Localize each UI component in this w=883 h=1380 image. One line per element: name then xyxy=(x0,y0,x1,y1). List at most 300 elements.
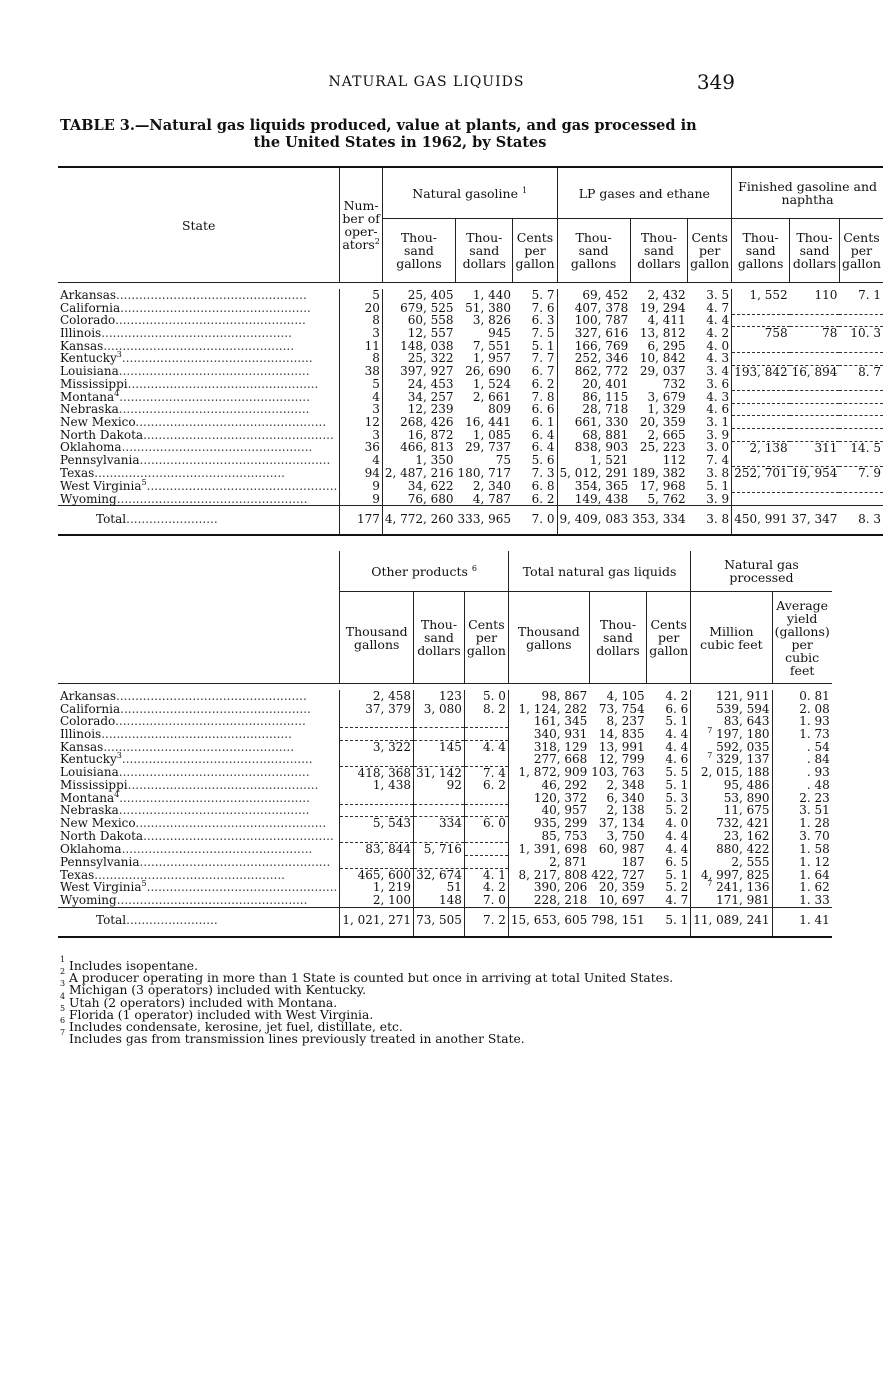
cell-value: 6, 340 xyxy=(606,790,645,805)
leader-dots: .................................................. xyxy=(101,726,292,741)
cell-fg_gal xyxy=(732,352,790,365)
subcol-header: Thou- sand gallons xyxy=(382,219,455,283)
cell-op_dol xyxy=(414,856,465,869)
cell-ng_dol: 3, 826 xyxy=(472,313,511,328)
cell-lp_c: 4. 2 xyxy=(706,326,730,341)
cell-value: 83, 643 xyxy=(723,714,770,729)
cell-value: 7. 4 xyxy=(483,765,506,780)
state-name: West Virginia xyxy=(60,880,142,895)
cell-value: 8, 217, 808 xyxy=(518,867,588,882)
cell-value: 0. 81 xyxy=(799,689,830,703)
cell-value: 3. 51 xyxy=(799,803,830,818)
cell-ng_cf xyxy=(691,753,772,766)
state-name: Kentucky xyxy=(60,752,117,767)
footnote xyxy=(60,1028,673,1047)
total-cell xyxy=(58,907,340,937)
cell-lp_gal: 149, 438 xyxy=(557,493,630,506)
cell-lp_gal: 661, 330 xyxy=(557,416,630,429)
total-fg_gal: 450, 991 xyxy=(732,506,790,536)
cell-value: . 48 xyxy=(806,778,830,793)
cell-value: 1, 872, 909 xyxy=(518,765,588,780)
cell-value: 4. 0 xyxy=(665,816,689,831)
cell-t_dol xyxy=(589,804,646,817)
cell-lp_c: 4. 0 xyxy=(706,338,730,353)
cell-lp_dol: 13, 812 xyxy=(639,326,686,341)
cell-value: 7. 0 xyxy=(483,893,506,907)
cell-lp_c: 4. 3 xyxy=(706,351,730,366)
cell-value: 1. 62 xyxy=(799,880,830,895)
cell-value: 11, 675 xyxy=(723,803,770,818)
state-cell xyxy=(58,894,340,907)
table-row xyxy=(58,493,883,506)
cell-op_dol xyxy=(414,843,465,856)
state-name: Mississippi xyxy=(60,778,128,793)
cell-lp_c: 3. 0 xyxy=(706,440,730,455)
cell-lp_gal: 862, 772 xyxy=(557,365,630,378)
cell-value: 241, 136 xyxy=(716,880,770,895)
cell-fg_gal xyxy=(732,416,790,429)
cell-t_dol xyxy=(589,753,646,766)
total-lp_dol: 353, 334 xyxy=(630,506,687,536)
cell-ng_cf xyxy=(691,894,772,907)
state-name: Montana xyxy=(60,790,115,805)
cell-value: 318, 129 xyxy=(533,739,588,754)
cell-ng_dol: 809 xyxy=(488,402,511,417)
cell-lp_gal: 354, 365 xyxy=(557,480,630,493)
state-footnote-ref: 5 xyxy=(141,477,147,487)
cell-ng_gal: 24, 453 xyxy=(382,378,455,391)
cell-op_dol xyxy=(414,894,465,907)
cell-op_dol xyxy=(414,830,465,843)
table-row xyxy=(58,804,832,817)
leader-dots: .................................................. xyxy=(116,689,307,703)
table-row xyxy=(58,856,832,869)
state-name: Texas xyxy=(60,466,95,481)
table-row xyxy=(58,728,832,741)
cell-ng_gal: 397, 927 xyxy=(382,365,455,378)
table-caption xyxy=(60,117,740,151)
cell-lp_dol: 732 xyxy=(662,377,686,392)
cell-value: 4. 4 xyxy=(483,739,506,754)
cell-ng_gal: 12, 239 xyxy=(382,403,455,416)
leader-dots: .................................................. xyxy=(146,478,338,493)
cell-ops: 8 xyxy=(340,314,382,327)
cell-value: 2, 015, 188 xyxy=(700,765,770,780)
cell-value: 2, 348 xyxy=(606,778,645,793)
cell-fg_dol: 16, 894 xyxy=(791,364,838,379)
cell-op_dol xyxy=(414,728,465,741)
cell-lp_dol: 2, 432 xyxy=(647,288,686,302)
finished-gasoline-header: Finished gasoline and naphtha xyxy=(732,167,883,219)
cell-fg_dol xyxy=(790,391,840,404)
cell-lp_gal: 1, 521 xyxy=(557,454,630,467)
cell-ng_dol: 1, 085 xyxy=(472,427,511,442)
cell-ng_dol: 29, 737 xyxy=(465,440,511,455)
cell-ng_gal: 2, 487, 216 xyxy=(382,467,455,480)
footnote-text: Includes gas from transmission lines previously treated in another State. xyxy=(69,1032,525,1047)
cell-fg_dol xyxy=(790,429,840,442)
state-name: Texas xyxy=(60,867,95,882)
cell-op_c xyxy=(464,753,508,766)
cell-fg_gal: 1, 552 xyxy=(732,289,790,302)
cell-value: 5. 2 xyxy=(665,803,689,818)
cell-value: 935, 299 xyxy=(533,816,588,831)
table-row xyxy=(58,830,832,843)
cell-ng_c: 5. 6 xyxy=(531,453,555,468)
cell-value: 6. 0 xyxy=(483,816,506,831)
leader-dots: .................................................. xyxy=(118,803,310,818)
subcol-header: Thou- sand dollars xyxy=(589,592,646,684)
cell-ng_c: 6. 8 xyxy=(531,478,555,493)
cell-value: 1, 391, 698 xyxy=(518,841,588,856)
cell-value: 340, 931 xyxy=(533,726,588,741)
cell-ops: 9 xyxy=(340,480,382,493)
cell-ng_gal: 25, 322 xyxy=(382,352,455,365)
cell-fg_gal xyxy=(732,340,790,353)
table-row xyxy=(58,429,883,442)
cell-op_dol xyxy=(414,715,465,728)
cell-op_dol xyxy=(414,703,465,716)
cell-ng_dol: 1, 957 xyxy=(472,351,511,366)
cell-ng_dol: 7, 551 xyxy=(472,338,511,353)
cell-ng_c: 7. 8 xyxy=(531,389,555,404)
cell-ng_dol: 26, 690 xyxy=(465,364,511,379)
cell-lp_dol: 1, 329 xyxy=(647,402,686,417)
table-row xyxy=(58,753,832,766)
cell-fg_gal: 758 xyxy=(732,327,790,340)
other-products-header xyxy=(340,551,509,592)
cell-ops: 4 xyxy=(340,391,382,404)
cell-lp_gal: 100, 787 xyxy=(557,314,630,327)
cell-op_dol xyxy=(414,753,465,766)
state-name: Wyoming xyxy=(60,893,117,907)
cell-fg_c xyxy=(839,391,883,404)
cell-value: 1, 219 xyxy=(372,880,412,895)
state-name: Montana xyxy=(60,389,115,404)
cell-op_c xyxy=(464,843,508,856)
total-fg_c: 8. 3 xyxy=(839,506,883,536)
cell-fg_c xyxy=(839,429,883,442)
cell-lp_dol: 6, 295 xyxy=(647,338,686,353)
cell-ng_gal: 16, 872 xyxy=(382,429,455,442)
cell-fg_gal xyxy=(732,391,790,404)
cell-fg_dol xyxy=(790,314,840,327)
cell-lp_c: 5. 1 xyxy=(706,478,730,493)
cell-fg_gal: 2, 138 xyxy=(732,441,790,454)
cell-t_c xyxy=(647,894,691,907)
cell-fg_c xyxy=(839,314,883,327)
cell-ng_y xyxy=(772,753,832,766)
cell-op_gal xyxy=(340,894,414,907)
cell-ng_c: 6. 1 xyxy=(531,414,555,429)
subcol-header: Million cubic feet xyxy=(691,592,772,684)
subcol-header: Cents per gallon xyxy=(688,219,732,283)
state-name: California xyxy=(60,300,121,315)
cell-lp_c: 3. 1 xyxy=(706,414,730,429)
cell-ng_y xyxy=(772,894,832,907)
state-cell xyxy=(58,493,340,506)
state-cell xyxy=(58,856,340,869)
leader-dots: .................................................. xyxy=(127,778,319,793)
cell-ng_dol: 75 xyxy=(495,453,511,468)
cell-ng_dol: 16, 441 xyxy=(465,414,511,429)
cell-value: 4. 4 xyxy=(665,841,689,856)
cell-ops: 11 xyxy=(340,340,382,353)
other-products-label: Other products xyxy=(371,563,468,579)
cell-op_gal xyxy=(340,779,414,792)
cell-op_gal xyxy=(340,715,414,728)
cell-ops: 5 xyxy=(340,289,382,302)
cell-value: 3, 750 xyxy=(606,829,645,844)
cell-value: 1. 64 xyxy=(799,867,830,882)
caption-line-1: TABLE 3.—Natural gas liquids produced, value at plants, and gas processed in xyxy=(60,117,697,134)
operators-col-header xyxy=(340,167,382,283)
cell-op_dol xyxy=(414,817,465,830)
state-cell xyxy=(58,352,340,365)
cell-op_dol xyxy=(414,792,465,805)
cell-fg_dol xyxy=(790,302,840,315)
cell-value: 6. 2 xyxy=(483,778,506,793)
cell-t_c xyxy=(647,753,691,766)
cell-value: 5. 1 xyxy=(665,778,689,793)
cell-value: 2, 100 xyxy=(372,893,412,907)
cell-lp_dol: 17, 968 xyxy=(639,478,686,493)
cell-fg_gal: 252, 701 xyxy=(732,467,790,480)
cell-lp_c: 4. 4 xyxy=(706,313,730,328)
state-name: Pennsylvania xyxy=(60,854,140,869)
leader-dots: .................................................. xyxy=(94,867,285,882)
cell-value: 2, 138 xyxy=(606,803,645,818)
cell-value: 4. 2 xyxy=(483,880,506,895)
leader-dots: .................................................. xyxy=(143,427,334,442)
cell-value: 5, 543 xyxy=(372,816,412,831)
cell-value: 2. 08 xyxy=(799,701,830,716)
cell-value: 4, 997, 825 xyxy=(700,867,770,882)
cell-value: 5. 2 xyxy=(665,880,689,895)
cell-value: 5. 0 xyxy=(483,689,506,703)
cell-ng_dol: 4, 787 xyxy=(472,491,511,506)
cell-lp_gal: 327, 616 xyxy=(557,327,630,340)
cell-value: 37, 134 xyxy=(598,816,645,831)
cell-value: 1. 73 xyxy=(799,726,830,741)
cell-ng_cf xyxy=(691,830,772,843)
table-row xyxy=(58,314,883,327)
cell-value: 3, 080 xyxy=(423,701,462,716)
cell-value: 60, 987 xyxy=(598,841,645,856)
state-name: Kentucky xyxy=(60,351,117,366)
cell-value: 4. 4 xyxy=(665,726,689,741)
cell-footnote-ref: 7 xyxy=(707,751,713,761)
cell-value: 4. 2 xyxy=(665,689,689,703)
footnote-number: 7 xyxy=(60,1028,66,1038)
cell-op_c xyxy=(464,703,508,716)
cell-value: 1. 93 xyxy=(799,714,830,729)
cell-ng_c: 6. 7 xyxy=(531,364,555,379)
cell-ng_dol: 2, 340 xyxy=(472,478,511,493)
cell-ng_gal: 268, 426 xyxy=(382,416,455,429)
cell-value: 4. 4 xyxy=(665,739,689,754)
cell-op_c xyxy=(464,779,508,792)
cell-ng_c: 5. 7 xyxy=(531,288,555,302)
state-name: Louisiana xyxy=(60,364,119,379)
cell-ops: 3 xyxy=(340,327,382,340)
state-name: Illinois xyxy=(60,326,102,341)
state-col-spacer xyxy=(58,551,340,684)
leader-dots: ........................ xyxy=(126,913,218,928)
cell-value: 5. 1 xyxy=(665,714,689,729)
cell-value: 145 xyxy=(438,739,462,754)
cell-t_dol xyxy=(589,894,646,907)
cell-ops: 20 xyxy=(340,302,382,315)
cell-fg_c xyxy=(839,340,883,353)
total-label: Total xyxy=(96,511,127,526)
cell-value: 83, 844 xyxy=(365,842,412,857)
cell-value: 1. 33 xyxy=(799,893,830,907)
cell-value: 6. 5 xyxy=(665,854,689,869)
cell-op_gal xyxy=(340,728,414,741)
leader-dots: .................................................. xyxy=(119,790,310,805)
leader-dots: .................................................. xyxy=(118,364,310,379)
cell-fg_gal xyxy=(732,302,790,315)
other-products-footnote-ref: 6 xyxy=(471,563,477,573)
cell-value: 51 xyxy=(446,880,462,895)
cell-value: . 84 xyxy=(806,752,830,767)
total-ng_y: 1. 41 xyxy=(772,907,832,937)
cell-value: 3, 322 xyxy=(372,739,412,754)
state-footnote-ref: 4 xyxy=(114,388,120,398)
state-name: Mississippi xyxy=(60,377,128,392)
cell-ng_gal: 466, 813 xyxy=(382,441,455,454)
state-name: Kansas xyxy=(60,338,104,353)
leader-dots: .................................................. xyxy=(103,338,295,353)
page-number: 349 xyxy=(696,70,735,94)
footnote-number: 4 xyxy=(60,991,66,1001)
cell-op_gal xyxy=(340,830,414,843)
leader-dots: .................................................. xyxy=(101,326,292,341)
cell-lp_gal: 20, 401 xyxy=(557,378,630,391)
cell-value: 171, 981 xyxy=(716,893,770,907)
cell-lp_c: 3. 9 xyxy=(706,491,730,506)
cell-value: 880, 422 xyxy=(716,841,770,856)
total-t_c: 5. 1 xyxy=(647,907,691,937)
cell-lp_c: 4. 7 xyxy=(706,300,730,315)
cell-t_gal xyxy=(508,804,589,817)
cell-lp_dol: 25, 223 xyxy=(639,440,686,455)
cell-value: 85, 753 xyxy=(541,829,588,844)
cell-lp_dol: 3, 679 xyxy=(647,389,686,404)
total-ng_cf: 11, 089, 241 xyxy=(691,907,772,937)
cell-ng_dol: 180, 717 xyxy=(457,466,511,481)
cell-value: 95, 486 xyxy=(723,778,770,793)
cell-value: 46, 292 xyxy=(541,778,588,793)
cell-value: 4. 6 xyxy=(665,752,689,767)
leader-dots: .................................................. xyxy=(143,829,334,844)
cell-lp_c: 3. 4 xyxy=(706,364,730,379)
cell-fg_c: 14. 5 xyxy=(850,440,881,455)
cell-ng_c: 7. 7 xyxy=(531,351,555,366)
cell-op_gal xyxy=(340,753,414,766)
cell-ops: 12 xyxy=(340,416,382,429)
cell-lp_c: 3. 8 xyxy=(706,466,730,481)
state-name: Oklahoma xyxy=(60,440,122,455)
cell-op_gal xyxy=(340,856,414,869)
cell-op_c xyxy=(464,817,508,830)
cell-value: 37, 379 xyxy=(365,701,412,716)
cell-value: 465, 600 xyxy=(357,867,412,882)
cell-ng_cf xyxy=(691,804,772,817)
cell-fg_dol: 110 xyxy=(814,288,838,302)
state-name: Oklahoma xyxy=(60,841,122,856)
cell-value: 73, 754 xyxy=(598,701,645,716)
cell-fg_c xyxy=(839,352,883,365)
total-ng_gal: 4, 772, 260 xyxy=(382,506,455,536)
cell-lp_gal: 166, 769 xyxy=(557,340,630,353)
cell-fg_c: 7. 1 xyxy=(858,288,881,302)
cell-fg_gal xyxy=(732,480,790,493)
cell-ng_c: 6. 2 xyxy=(531,377,555,392)
cell-value: 40, 957 xyxy=(541,803,588,818)
cell-ng_y xyxy=(772,804,832,817)
cell-op_c xyxy=(464,830,508,843)
cell-fg_dol: 19, 954 xyxy=(791,466,838,481)
footnote-number: 3 xyxy=(60,979,66,989)
total-row xyxy=(58,907,832,937)
leader-dots: .................................................. xyxy=(116,491,308,506)
cell-lp_dol: 5, 762 xyxy=(647,491,686,506)
cell-lp_c: 3. 5 xyxy=(706,288,730,302)
cell-ng_gal: 34, 622 xyxy=(382,480,455,493)
cell-fg_c xyxy=(839,493,883,506)
total-ng_c: 7. 0 xyxy=(513,506,557,536)
cell-op_c xyxy=(464,740,508,753)
total-ng_dol: 333, 965 xyxy=(456,506,513,536)
state-footnote-ref: 4 xyxy=(114,789,120,799)
leader-dots: .................................................. xyxy=(94,466,285,481)
cell-op_gal xyxy=(340,817,414,830)
leader-dots: .................................................. xyxy=(121,440,313,455)
state-name: Nebraska xyxy=(60,402,119,417)
cell-ng_c: 7. 5 xyxy=(531,326,555,341)
cell-fg_dol xyxy=(790,454,840,467)
cell-lp_gal: 838, 903 xyxy=(557,441,630,454)
cell-value: 32, 674 xyxy=(416,867,462,882)
subcol-header: Thou- sand gallons xyxy=(557,219,630,283)
cell-ng_gal: 148, 038 xyxy=(382,340,455,353)
state-col-header: State xyxy=(58,167,340,283)
cell-lp_dol: 2, 665 xyxy=(647,427,686,442)
cell-lp_c: 4. 3 xyxy=(706,389,730,404)
cell-value: 20, 359 xyxy=(598,880,645,895)
cell-value: 4. 7 xyxy=(665,893,689,907)
cell-t_gal xyxy=(508,856,589,869)
cell-value: 1, 124, 282 xyxy=(518,701,588,716)
state-cell xyxy=(58,753,340,766)
footnotes xyxy=(60,955,674,1047)
cell-fg_dol: 78 xyxy=(822,326,838,341)
footnote-number: 5 xyxy=(60,1003,66,1013)
cell-value: 8, 237 xyxy=(606,714,645,729)
cell-fg_dol xyxy=(790,403,840,416)
cell-t_gal xyxy=(508,894,589,907)
cell-ng_c: 6. 2 xyxy=(531,491,555,506)
state-name: Kansas xyxy=(60,739,104,754)
cell-op_gal xyxy=(340,703,414,716)
cell-fg_c xyxy=(839,480,883,493)
cell-value: 31, 142 xyxy=(416,765,462,780)
state-cell xyxy=(58,830,340,843)
production-table-body xyxy=(58,283,883,536)
total-ops: 177 xyxy=(340,506,382,536)
